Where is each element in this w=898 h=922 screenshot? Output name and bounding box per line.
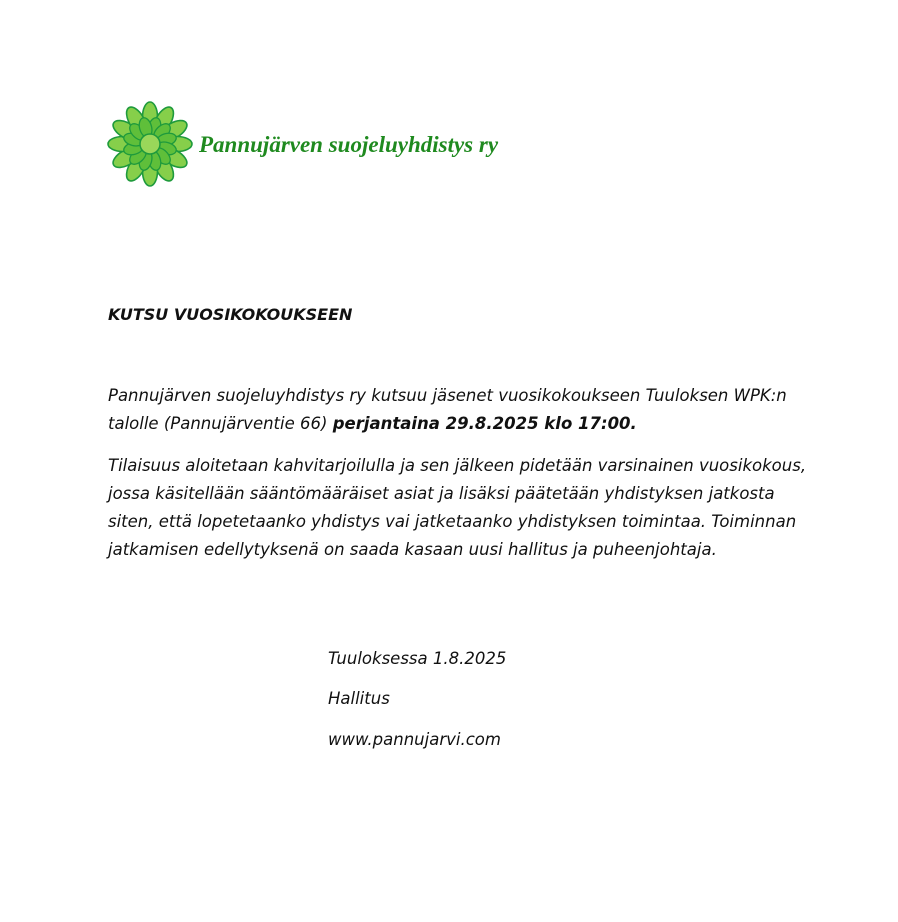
organization-name: Pannujärven suojeluyhdistys ry	[199, 132, 499, 157]
invitation-heading: KUTSU VUOSIKOKOUKSEEN	[108, 305, 353, 324]
logo-flower-svg	[107, 101, 193, 187]
green-flower-icon	[107, 101, 193, 187]
meeting-date-time: perjantaina 29.8.2025 klo 17:00.	[332, 414, 637, 433]
invitation-paragraph-2: Tilaisuus aloitetaan kahvitarjoilulla ja sen jälkeen pidetään varsinainen vuosikokous, jossa käsitellään sääntömääräiset asiat ja lisäksi päätetään yhdistyksen jatkosta siten, että lopetetaanko yhdistys vai jatketaanko yhdistyksen toimintaa. Toiminnan jatkamisen edellytyksenä on saada kasaan uusi hallitus ja puheenjohtaja.	[108, 456, 807, 559]
signature-signer: Hallitus	[328, 689, 390, 708]
invitation-paragraph-1	[108, 382, 808, 438]
signature-place-date: Tuuloksessa 1.8.2025	[328, 649, 507, 668]
invitation-paragraph-1-text: Pannujärven suojeluyhdistys ry kutsuu jäsenet vuosikokoukseen Tuuloksen WPK:n talolle (Pannujärventie 66)	[108, 386, 787, 433]
website-link[interactable]: www.pannujarvi.com	[328, 730, 501, 749]
